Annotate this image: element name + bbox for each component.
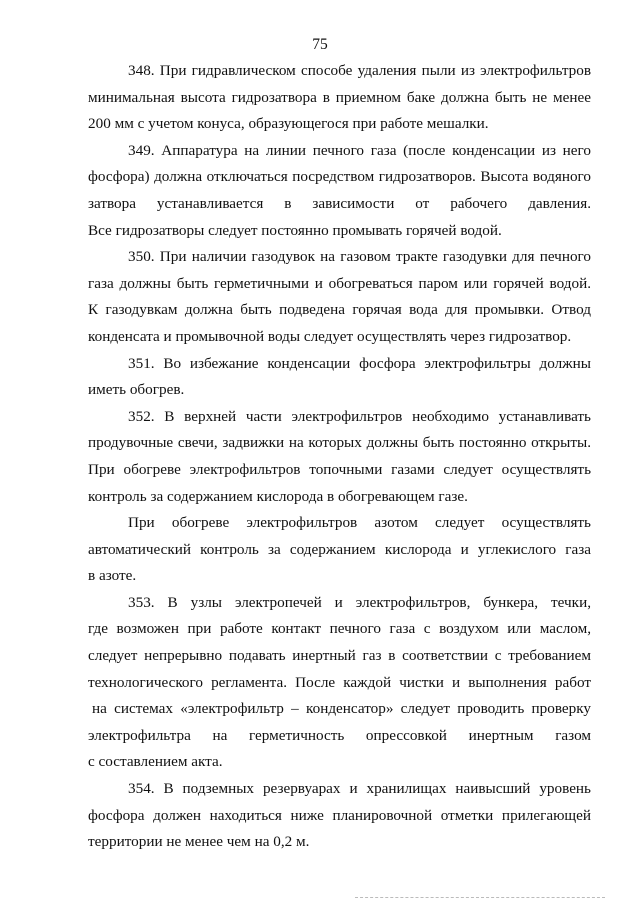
text-line: электрофильтра на герметичность опрессовкой инертным газом <box>88 726 591 744</box>
text-line: минимальная высота гидрозатвора в приемном баке должна быть не менее <box>88 88 591 106</box>
paragraph-350 <box>88 244 591 350</box>
text-line: на системах «электрофильтр – конденсатор» следует проводить проверку <box>92 700 591 718</box>
page-number: 75 <box>312 36 328 53</box>
document-body <box>88 58 591 856</box>
text-line: с составлением акта. <box>88 753 223 771</box>
text-line: где возможен при работе контакт печного газа с воздухом или маслом, <box>88 620 591 638</box>
text-line: 200 мм с учетом конуса, образующегося при работе мешалки. <box>88 115 489 133</box>
text-line: иметь обогрев. <box>88 381 185 399</box>
scan-edge-mark <box>355 897 605 898</box>
text-line: затвора устанавливается в зависимости от рабочего давления. <box>88 194 591 212</box>
text-line: 353. В узлы электропечей и электрофильтров, бункера, течки, <box>128 593 591 611</box>
text-line: газа должны быть герметичными и обогреваться паром или горячей водой. <box>88 274 591 292</box>
text-line: следует непрерывно подавать инертный газ в соответствии с требованием <box>88 647 591 665</box>
text-line: При обогреве электрофильтров азотом следует осуществлять <box>128 514 591 532</box>
paragraph-353 <box>88 590 591 776</box>
text-line: При обогреве электрофильтров топочными газами следует осуществлять <box>88 460 591 478</box>
text-line: 351. Во избежание конденсации фосфора электрофильтры должны <box>128 354 591 372</box>
text-line: в азоте. <box>88 567 137 585</box>
text-line: фосфора) должна отключаться посредством гидрозатворов. Высота водяного <box>88 168 591 186</box>
paragraph-349 <box>88 138 591 244</box>
paragraph-351 <box>88 351 591 404</box>
text-line: 349. Аппаратура на линии печного газа (после конденсации из него <box>128 141 591 159</box>
text-line: технологического регламента. После каждой чистки и выполнения работ <box>88 673 591 691</box>
text-line: 348. При гидравлическом способе удаления пыли из электрофильтров <box>128 62 591 79</box>
text-line: К газодувкам должна быть подведена горячая вода для промывки. Отвод <box>88 301 591 319</box>
paragraph-352 <box>88 404 591 510</box>
paragraph-352-continued <box>88 510 591 590</box>
text-line: 352. В верхней части электрофильтров необходимо устанавливать <box>128 407 591 425</box>
paragraph-348 <box>88 58 591 138</box>
text-line: 354. В подземных резервуарах и хранилищах наивысший уровень <box>128 780 591 798</box>
text-line: фосфора должен находиться ниже планировочной отметки прилегающей <box>88 806 591 824</box>
text-line: автоматический контроль за содержанием кислорода и углекислого газа <box>88 540 591 558</box>
text-line: контроль за содержанием кислорода в обогревающем газе. <box>88 487 468 505</box>
text-line: территории не менее чем на 0,2 м. <box>88 833 310 851</box>
paragraph-354 <box>88 776 591 856</box>
text-line: Все гидрозатворы следует постоянно промывать горячей водой. <box>88 221 502 239</box>
text-line: 350. При наличии газодувок на газовом тракте газодувки для печного <box>128 248 591 266</box>
text-line: конденсата и промывочной воды следует осуществлять через гидрозатвор. <box>88 327 572 345</box>
text-line: продувочные свечи, задвижки на которых должны быть постоянно открыты. <box>88 434 591 452</box>
